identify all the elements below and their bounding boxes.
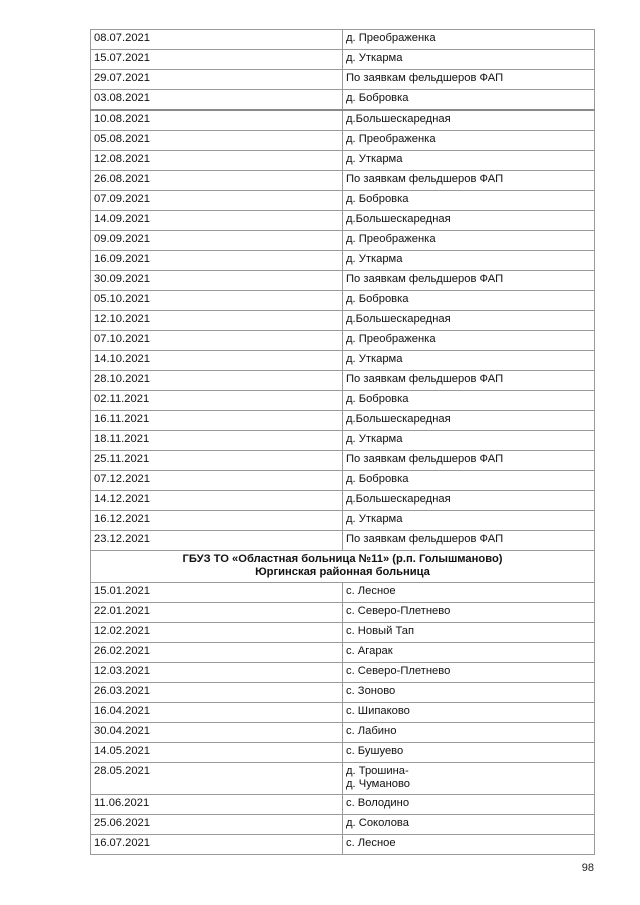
date-cell: 18.11.2021 [91,431,343,451]
date-cell: 12.10.2021 [91,311,343,331]
table-row [91,623,595,643]
date-cell: 12.02.2021 [91,623,343,643]
date-cell: 05.08.2021 [91,131,343,151]
page-number: 98 [581,862,594,874]
table-row [91,531,595,551]
date-cell: 07.12.2021 [91,471,343,491]
date-cell: 26.02.2021 [91,643,343,663]
table-row [91,90,595,111]
place-cell: с. Лесное [343,835,595,855]
place-cell: д.Большескаредная [343,110,595,131]
table-row [91,171,595,191]
table-row [91,603,595,623]
place-cell: д.Большескаредная [343,491,595,511]
date-cell: 16.12.2021 [91,511,343,531]
place-cell: д. Уткарма [343,351,595,371]
place-cell: с. Северо-Плетнево [343,603,595,623]
date-cell: 16.11.2021 [91,411,343,431]
date-cell: 23.12.2021 [91,531,343,551]
table-row [91,703,595,723]
date-cell: 16.04.2021 [91,703,343,723]
table-row [91,391,595,411]
date-cell: 16.09.2021 [91,251,343,271]
table-row [91,110,595,131]
schedule-table-body [91,30,595,855]
place-cell: По заявкам фельдшеров ФАП [343,271,595,291]
table-row [91,211,595,231]
place-cell: с. Бушуево [343,743,595,763]
section-header [91,551,595,583]
table-row [91,291,595,311]
place-cell: с. Володино [343,795,595,815]
schedule-table [90,29,595,855]
date-cell: 28.10.2021 [91,371,343,391]
table-row [91,50,595,70]
date-cell: 28.05.2021 [91,763,343,795]
place-cell: д. Трошина- д. Чуманово [343,763,595,795]
table-row [91,431,595,451]
date-cell: 08.07.2021 [91,30,343,50]
place-cell: д. Соколова [343,815,595,835]
table-row [91,491,595,511]
date-cell: 14.09.2021 [91,211,343,231]
date-cell: 14.12.2021 [91,491,343,511]
place-cell: с. Шипаково [343,703,595,723]
date-cell: 07.09.2021 [91,191,343,211]
table-row [91,763,595,795]
place-cell: с. Лабино [343,723,595,743]
table-row [91,583,595,603]
table-row [91,451,595,471]
table-row [91,815,595,835]
table-row [91,70,595,90]
table-row [91,683,595,703]
date-cell: 05.10.2021 [91,291,343,311]
place-cell: с. Агарак [343,643,595,663]
place-cell: д. Преображенка [343,331,595,351]
place-cell: д. Бобровка [343,471,595,491]
table-row [91,743,595,763]
table-row [91,351,595,371]
table-row [91,723,595,743]
date-cell: 30.04.2021 [91,723,343,743]
table-row [91,795,595,815]
date-cell: 25.06.2021 [91,815,343,835]
date-cell: 29.07.2021 [91,70,343,90]
table-row [91,643,595,663]
place-cell: с. Северо-Плетнево [343,663,595,683]
place-cell: По заявкам фельдшеров ФАП [343,531,595,551]
place-cell: д. Бобровка [343,90,595,111]
place-cell: По заявкам фельдшеров ФАП [343,70,595,90]
table-row [91,471,595,491]
date-cell: 09.09.2021 [91,231,343,251]
place-cell: д. Преображенка [343,30,595,50]
date-cell: 11.06.2021 [91,795,343,815]
date-cell: 03.08.2021 [91,90,343,111]
section-header-line1: ГБУЗ ТО «Областная больница №11» (р.п. Голышманово) [182,553,503,565]
table-row [91,251,595,271]
table-row [91,331,595,351]
date-cell: 12.03.2021 [91,663,343,683]
place-cell: д.Большескаредная [343,411,595,431]
table-row [91,30,595,50]
date-cell: 22.01.2021 [91,603,343,623]
place-cell: д. Бобровка [343,291,595,311]
place-cell: д. Преображенка [343,131,595,151]
table-row [91,131,595,151]
place-cell: д. Уткарма [343,511,595,531]
place-cell: д. Уткарма [343,50,595,70]
date-cell: 26.08.2021 [91,171,343,191]
date-cell: 02.11.2021 [91,391,343,411]
place-cell: с. Зоново [343,683,595,703]
section-header-row [91,551,595,583]
place-cell: д. Уткарма [343,151,595,171]
date-cell: 15.07.2021 [91,50,343,70]
table-row [91,663,595,683]
section-header-line2: Юргинская районная больница [255,566,430,578]
place-cell: д. Уткарма [343,251,595,271]
date-cell: 25.11.2021 [91,451,343,471]
place-cell: д. Преображенка [343,231,595,251]
table-row [91,371,595,391]
place-cell: с. Лесное [343,583,595,603]
date-cell: 30.09.2021 [91,271,343,291]
date-cell: 10.08.2021 [91,110,343,131]
place-cell: д.Большескаредная [343,311,595,331]
date-cell: 15.01.2021 [91,583,343,603]
date-cell: 16.07.2021 [91,835,343,855]
place-cell: По заявкам фельдшеров ФАП [343,371,595,391]
place-cell: д. Уткарма [343,431,595,451]
table-row [91,231,595,251]
date-cell: 12.08.2021 [91,151,343,171]
date-cell: 07.10.2021 [91,331,343,351]
place-cell: с. Новый Тап [343,623,595,643]
date-cell: 26.03.2021 [91,683,343,703]
table-row [91,151,595,171]
date-cell: 14.05.2021 [91,743,343,763]
place-cell: д. Бобровка [343,191,595,211]
place-cell: По заявкам фельдшеров ФАП [343,451,595,471]
table-row [91,411,595,431]
table-row [91,271,595,291]
place-cell: д.Большескаредная [343,211,595,231]
table-row [91,835,595,855]
table-row [91,311,595,331]
table-row [91,511,595,531]
place-cell: По заявкам фельдшеров ФАП [343,171,595,191]
place-cell: д. Бобровка [343,391,595,411]
date-cell: 14.10.2021 [91,351,343,371]
table-row [91,191,595,211]
